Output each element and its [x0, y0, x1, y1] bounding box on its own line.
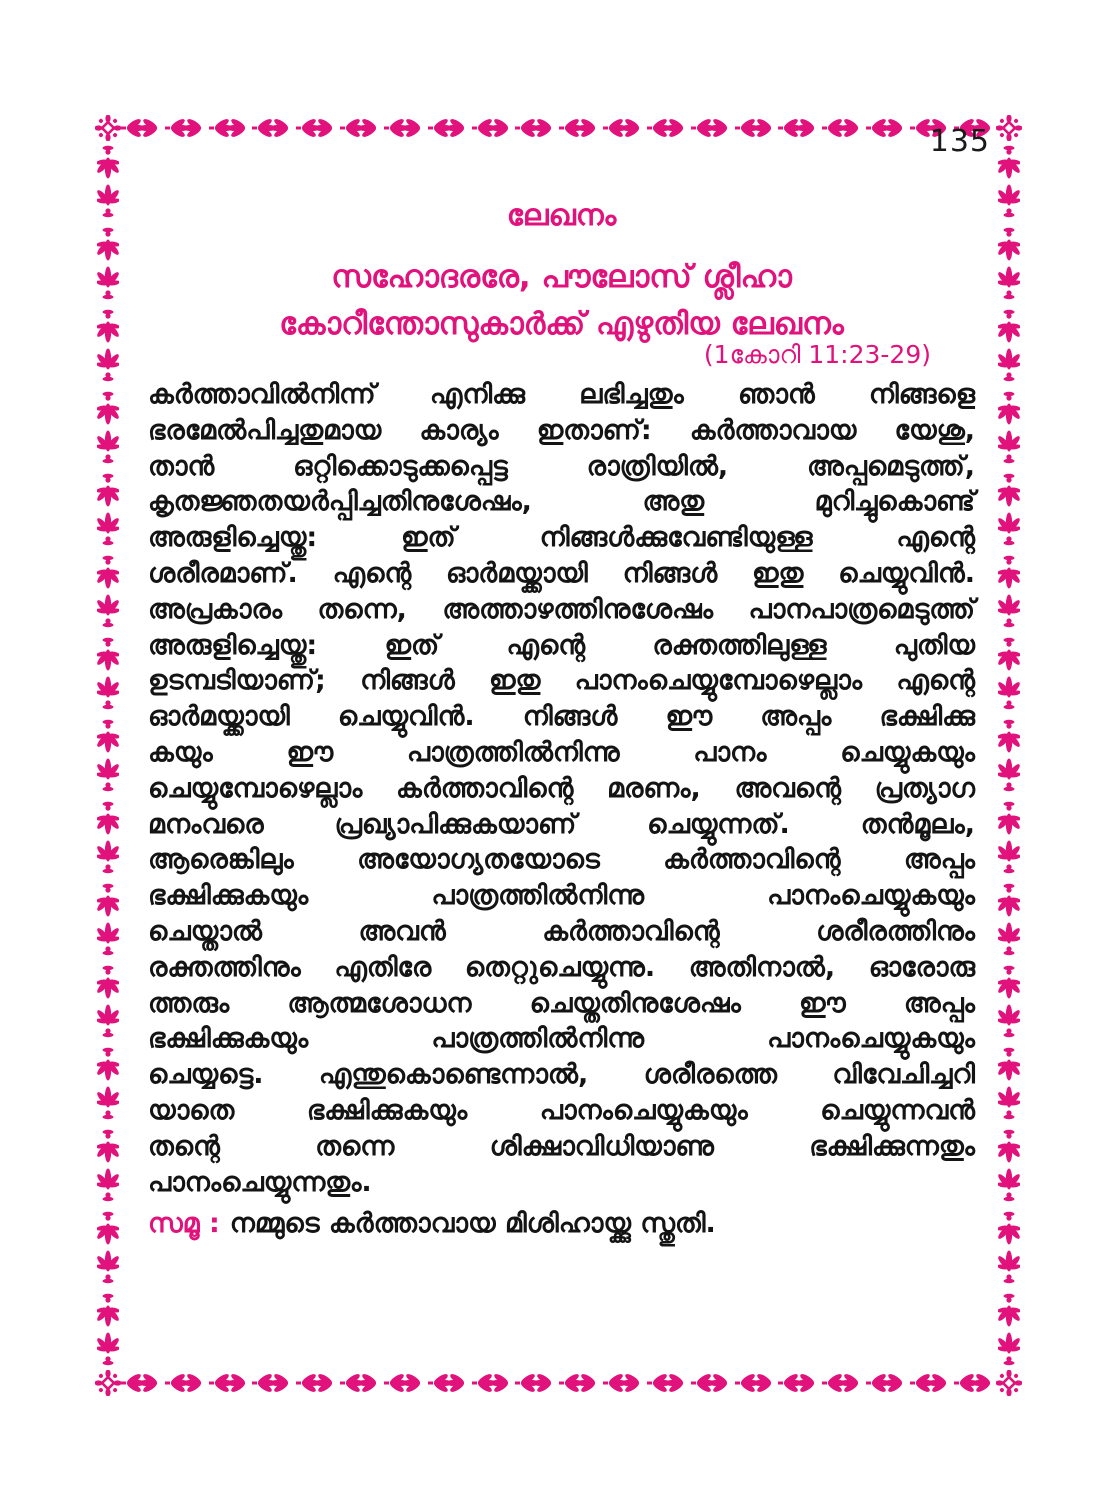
body-line: തന്റെ തന്നെ ശിക്ഷാവിധിയാണു ഭക്ഷിക്കുന്നതും — [148, 1130, 975, 1162]
body-line: അരുളിച്ചെയ്തു: ഇത് നിങ്ങൾക്കുവേണ്ടിയുള്ള എന്റെ — [148, 522, 975, 554]
rosette-ornament-icon — [95, 1370, 121, 1396]
body-line: അരുളിച്ചെയ്തു: ഇത് എന്റെ രക്തത്തിലുള്ള പുതിയ — [148, 629, 975, 661]
body-line: കയും ഈ പാത്രത്തിൽനിന്നു പാനം ചെയ്യുകയും — [148, 736, 975, 768]
body-line: രക്തത്തിനും എതിരേ തെറ്റുചെയ്യുന്നു. അതിനാൽ, ഓരോരു — [148, 951, 975, 983]
body-line: കർത്താവിൽനിന്ന് എനിക്കു ലഭിച്ചതും ഞാൻ നിങ്ങളെ — [148, 379, 975, 410]
rosette-ornament-icon — [996, 1370, 1022, 1396]
body-line: ചെയ്യുമ്പോഴെല്ലാം കർത്താവിന്റെ മരണം, അവന്റെ പ്രത്യാഗ — [148, 772, 975, 804]
reading-title-line2: കോറീന്തോസുകാർക്ക് എഴുതിയ ലേഖനം — [279, 306, 844, 342]
scripture-reference: (1കോറി 11:23-29) — [703, 340, 931, 369]
border-right-ornament — [996, 141, 1022, 1370]
body-line: താൻ ഒറ്റിക്കൊടുക്കപ്പെട്ട രാത്രിയിൽ, അപ്പമെടുത്ത്, — [148, 450, 975, 482]
page-number: 135 — [929, 124, 990, 159]
body-line: ചെയ്താൽ അവൻ കർത്താവിന്റെ ശരീരത്തിനും — [148, 915, 975, 947]
body-line: ഭക്ഷിക്കുകയും പാത്രത്തിൽനിന്നു പാനംചെയ്യുകയും — [148, 1023, 975, 1055]
response-line — [148, 1204, 975, 1244]
reading-title-line1: സഹോദരരേ, പൗലോസ് ശ്ലീഹാ — [331, 259, 792, 295]
body-line: പാനംചെയ്യുന്നതും. — [148, 1166, 372, 1198]
body-line: ശരീരമാണ്. എന്റെ ഓർമയ്ക്കായി നിങ്ങൾ ഇതു ചെയ്യുവിൻ. — [148, 557, 975, 589]
section-kicker: ലേഖനം — [506, 198, 617, 233]
reading-title — [148, 254, 975, 348]
border-left-ornament — [95, 141, 121, 1370]
body-line: ഓർമയ്ക്കായി ചെയ്യുവിൻ. നിങ്ങൾ ഈ അപ്പം ഭക്ഷിക്കു — [148, 701, 975, 733]
rosette-ornament-icon — [996, 115, 1022, 141]
body-line: ഭക്ഷിക്കുകയും പാത്രത്തിൽനിന്നു പാനംചെയ്യുകയും — [148, 880, 975, 912]
body-line: ചെയ്യട്ടെ. എന്തുകൊണ്ടെന്നാൽ, ശരീരത്തെ വിവേചിച്ചറി — [148, 1059, 975, 1091]
body-line: അപ്രകാരം തന്നെ, അത്താഴത്തിനുശേഷം പാനപാത്രമെടുത്ത് — [148, 593, 975, 625]
border-bottom-ornament — [121, 1370, 996, 1396]
body-line: യാതെ ഭക്ഷിക്കുകയും പാനംചെയ്യുകയും ചെയ്യുന്നവൻ — [148, 1094, 975, 1126]
rosette-ornament-icon — [95, 115, 121, 141]
body-line: മനംവരെ പ്രഖ്യാപിക്കുകയാണ് ചെയ്യുന്നത്. തൻമൂലം, — [148, 808, 975, 840]
body-line: ഭരമേൽപിച്ചതുമായ കാര്യം ഇതാണ്: കർത്താവായ യേശു, — [148, 414, 975, 446]
response-label: സമൂ : — [148, 1208, 220, 1239]
body-line: ത്തരും ആത്മശോധന ചെയ്തതിനുശേഷം ഈ അപ്പം — [148, 987, 975, 1019]
border-top-ornament — [121, 115, 996, 141]
body-line: ഉടമ്പടിയാണ്; നിങ്ങൾ ഇതു പാനംചെയ്യുമ്പോഴെല്ലാം എന്റെ — [148, 665, 975, 697]
body-line: ആരെങ്കിലും അയോഗ്യതയോടെ കർത്താവിന്റെ അപ്പം — [148, 844, 975, 876]
body-line: കൃതജ്ഞതയർപ്പിച്ചതിനുശേഷം, അതു മുറിച്ചുകൊണ്ട് — [148, 486, 975, 518]
body-text — [148, 377, 975, 1200]
response-text: നമ്മുടെ കർത്താവായ മിശിഹായ്ക്കു സ്തുതി. — [229, 1208, 716, 1239]
